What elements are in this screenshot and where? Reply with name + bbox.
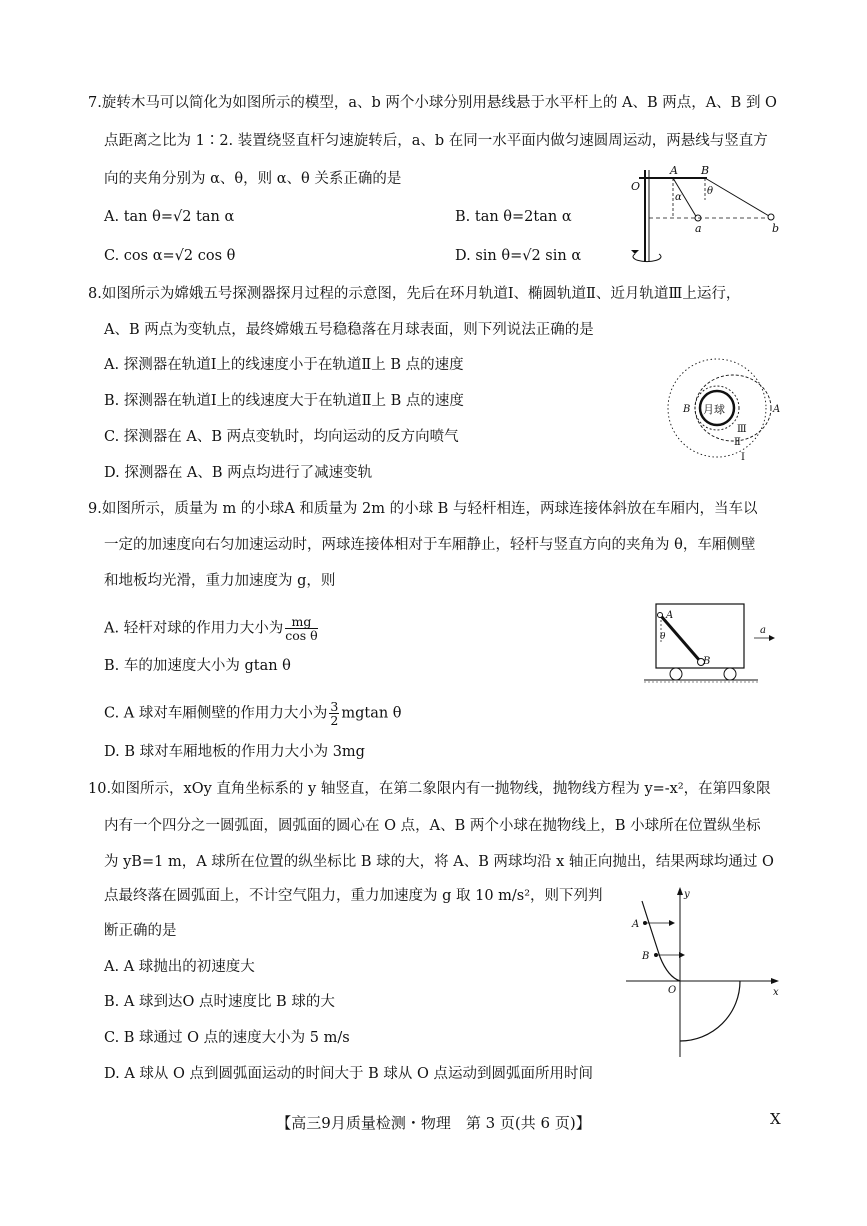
q7-stem-line3: 向的夹角分别为 α、θ，则 α、θ 关系正确的是 (104, 171, 402, 187)
q7-fig-label-b-point: B (701, 164, 710, 177)
q9-stem-line2: 一定的加速度向右匀加速运动时，两球连接体相对于车厢静止，轻杆与竖直方向的夹角为 θ，车厢侧壁 (104, 537, 756, 553)
q8-stem-line2: A、B 两点为变轨点，最终嫦娥五号稳稳落在月球表面，则下列说法正确的是 (104, 322, 594, 338)
q8-fig-label-moon: 月球 (703, 403, 725, 416)
q8-option-c: C. 探测器在 A、B 两点变轨时，均向运动的反方向喷气 (104, 429, 459, 445)
q9-option-c-denominator: 2 (330, 713, 339, 728)
q9-figure (640, 600, 780, 690)
q7-fig-label-ball-b: b (772, 222, 780, 235)
q7-fig-label-alpha: α (675, 192, 682, 203)
q9-option-a (104, 615, 320, 642)
q10-stem-line3: 为 yB=1 m，A 球所在位置的纵坐标比 B 球的大，将 A、B 两球均沿 x 轴正向抛出，结果两球均通过 O (104, 854, 774, 870)
q8-fig-label-orbit3: Ⅲ (737, 424, 747, 435)
q9-option-b: B. 车的加速度大小为 gtan θ (104, 658, 291, 674)
q9-option-a-denominator: cos θ (285, 628, 318, 643)
q9-option-c-numerator: 3 (330, 699, 339, 714)
q7-fig-label-ball-a: a (695, 222, 702, 235)
q10-option-b: B. A 球到达O 点时速度比 B 球的大 (104, 994, 335, 1010)
q9-option-a-text: A. 轻杆对球的作用力大小为 (104, 620, 284, 637)
q7-option-d: D. sin θ=√2 sin α (455, 248, 582, 264)
q10-fig-label-a: A (632, 919, 640, 930)
q7-option-a: A. tan θ=√2 tan α (104, 209, 235, 225)
q8-fig-label-a: A (773, 404, 781, 415)
q7-stem-line1: 7.旋转木马可以简化为如图所示的模型，a、b 两个小球分别用悬线悬于水平杆上的 A、B 两点，A、B 到 O (88, 95, 777, 111)
q9-fig-label-a: A (666, 610, 674, 621)
q10-fig-label-y: y (684, 889, 690, 900)
q10-fig-label-b: B (642, 951, 650, 962)
q10-option-c: C. B 球通过 O 点的速度大小为 5 m/s (104, 1030, 350, 1046)
q9-option-a-fraction (285, 615, 317, 642)
q9-option-a-numerator: mg (285, 615, 317, 629)
q7-fig-label-o: O (631, 180, 641, 193)
corner-mark: X (770, 1110, 781, 1128)
q8-fig-label-orbit2: Ⅱ (734, 437, 741, 448)
q9-option-c-text: C. A 球对车厢侧壁的作用力大小为 (104, 705, 328, 722)
q9-fig-label-b: B (703, 656, 711, 667)
q9-option-c-fraction (329, 700, 339, 727)
q8-fig-label-orbit1: Ⅰ (741, 452, 745, 463)
q10-fig-label-o: O (668, 985, 677, 996)
q9-option-c-suffix: mgtan θ (341, 705, 402, 722)
q9-option-d: D. B 球对车厢地板的作用力大小为 3mg (104, 744, 365, 760)
q9-option-c (104, 700, 402, 727)
q9-stem-line1: 9.如图所示，质量为 m 的小球A 和质量为 2m 的小球 B 与轻杆相连，两球连接体斜放在车厢内，当车以 (88, 501, 758, 517)
q10-figure (620, 885, 785, 1060)
q8-option-d: D. 探测器在 A、B 两点均进行了减速变轨 (104, 465, 373, 481)
q7-figure (615, 160, 790, 265)
q7-stem-line2: 点距离之比为 1∶2. 装置绕竖直杆匀速旋转后，a、b 在同一水平面内做匀速圆周运动，两悬线与竖直方 (104, 133, 768, 149)
q10-fig-label-x: x (773, 987, 779, 998)
q10-option-d: D. A 球从 O 点到圆弧面运动的时间大于 B 球从 O 点运动到圆弧面所用时间 (104, 1066, 593, 1082)
q10-stem-line4: 点最终落在圆弧面上，不计空气阻力，重力加速度为 g 取 10 m/s²，则下列判 (104, 888, 603, 904)
q10-stem-line1: 10.如图所示，xOy 直角坐标系的 y 轴竖直，在第二象限内有一抛物线，抛物线方程为 y=-x²，在第四象限 (88, 781, 771, 797)
q7-fig-label-a-point: A (670, 164, 678, 177)
q8-option-b: B. 探测器在轨道Ⅰ上的线速度大于在轨道Ⅱ上 B 点的速度 (104, 393, 464, 409)
q10-stem-line2: 内有一个四分之一圆弧面，圆弧面的圆心在 O 点，A、B 两个小球在抛物线上，B 小球所在位置纵坐标 (104, 818, 761, 834)
q9-fig-label-theta: θ (660, 632, 666, 642)
q7-option-b: B. tan θ=2tan α (455, 209, 572, 225)
q7-fig-label-theta: θ (707, 186, 714, 197)
q8-fig-label-b: B (683, 404, 691, 415)
q7-option-c: C. cos α=√2 cos θ (104, 248, 236, 264)
q10-option-a: A. A 球抛出的初速度大 (104, 959, 255, 975)
q9-fig-label-accel: a (760, 625, 766, 636)
page-footer: 【高三9月质量检测・物理 第 3 页(共 6 页)】 (276, 1114, 591, 1132)
q8-option-a: A. 探测器在轨道Ⅰ上的线速度小于在轨道Ⅱ上 B 点的速度 (104, 357, 464, 373)
q10-stem-line5: 断正确的是 (104, 923, 177, 939)
q8-figure (665, 352, 785, 464)
q8-stem-line1: 8.如图所示为嫦娥五号探测器探月过程的示意图，先后在环月轨道Ⅰ、椭圆轨道Ⅱ、近月轨道Ⅲ上运行， (88, 286, 741, 302)
q9-stem-line3: 和地板均光滑，重力加速度为 g，则 (104, 573, 336, 589)
